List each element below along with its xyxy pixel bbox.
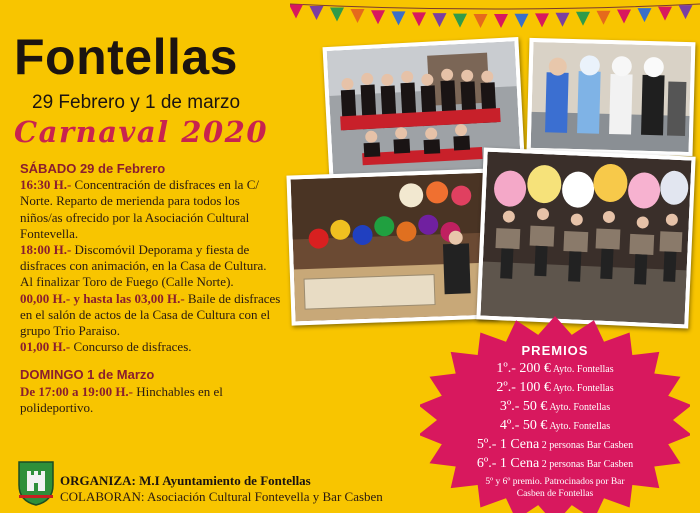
prizes-title: PREMIOS (521, 343, 589, 358)
schedule (20, 161, 282, 416)
bunting-flag (433, 13, 447, 27)
bunting-flag (310, 6, 324, 20)
prizes-panel (420, 315, 690, 513)
prize-row: 4º.- 50 € Ayto. Fontellas (499, 418, 611, 433)
organiza-line: ORGANIZA: M.I Ayuntamiento de Fontellas (60, 473, 311, 488)
prize-row: 6º.- 1 Cena 2 personas Bar Casben (476, 456, 634, 471)
event-name: Carnaval 2020 (14, 115, 268, 149)
photo-balloon-costumes (476, 147, 695, 328)
prize-row: 5º.- 1 Cena 2 personas Bar Casben (476, 437, 634, 452)
prizes-list (440, 360, 670, 474)
bunting-flag (371, 10, 385, 24)
colaboran-line: COLABORAN: Asociación Cultural Fontevella y Bar Casben (60, 489, 383, 504)
bunting-decoration (290, 0, 700, 34)
schedule-item: De 17:00 a 19:00 H.- Hinchables en el polideportivo. (20, 383, 223, 415)
schedule-item: 18:00 H.- Discomóvil Deporama y fiesta de disfraces con animación, en la Casa de Cultura. Al finalizar Toro de Fuego (Calle Norte). (20, 242, 267, 290)
bunting-flag (515, 14, 529, 28)
bunting-flag (658, 7, 672, 21)
castle-shield-icon (16, 459, 56, 507)
prize-row: 3º.- 50 € Ayto. Fontellas (499, 399, 611, 414)
bunting-flag (679, 5, 693, 19)
bunting-flag (392, 11, 406, 25)
bunting-flag (494, 14, 508, 28)
bunting-flag (351, 9, 365, 23)
bunting-flag (290, 4, 303, 18)
bunting-flag (638, 8, 652, 22)
prizes-note: 5º y 6º premio. Patrocinados por Bar Casben de Fontellas (485, 477, 625, 499)
prize-row: 1º.- 200 € Ayto. Fontellas (496, 361, 614, 376)
page-title: Fontellas (14, 29, 238, 85)
bunting-flag (556, 13, 570, 27)
bunting-flag (535, 13, 549, 27)
sunday-heading: DOMINGO 1 de Marzo (20, 367, 155, 383)
saturday-heading: SÁBADO 29 de Febrero (20, 161, 166, 176)
photo-costume-kids (527, 38, 696, 156)
schedule-item: 00,00 H.- y hasta las 03,00 H.- Baile de disfraces en el salón de actos de la Casa de Cultura con el grupo Trio Paraiso. (20, 290, 281, 339)
bunting-flag (617, 9, 631, 23)
schedule-item: 16:30 H.- Concentración de disfraces en la C/ Norte. Reparto de merienda para todos los niños/as ofrecido por la Asociación Cultural Fontevella. (20, 177, 259, 241)
prize-row: 2º.- 100 € Ayto. Fontellas (496, 380, 614, 395)
bunting-flag (474, 14, 488, 28)
schedule-item: 01,00 H.- Concurso de disfraces. (20, 339, 192, 355)
credits (60, 473, 383, 505)
bunting-flag (597, 11, 611, 25)
bunting-flag (412, 12, 426, 26)
bunting-flag (330, 8, 344, 22)
photo-pool-balls (286, 168, 498, 325)
bunting-flag (453, 14, 467, 28)
event-dates: 29 Febrero y 1 de marzo (32, 92, 241, 113)
bunting-flag (576, 12, 590, 26)
